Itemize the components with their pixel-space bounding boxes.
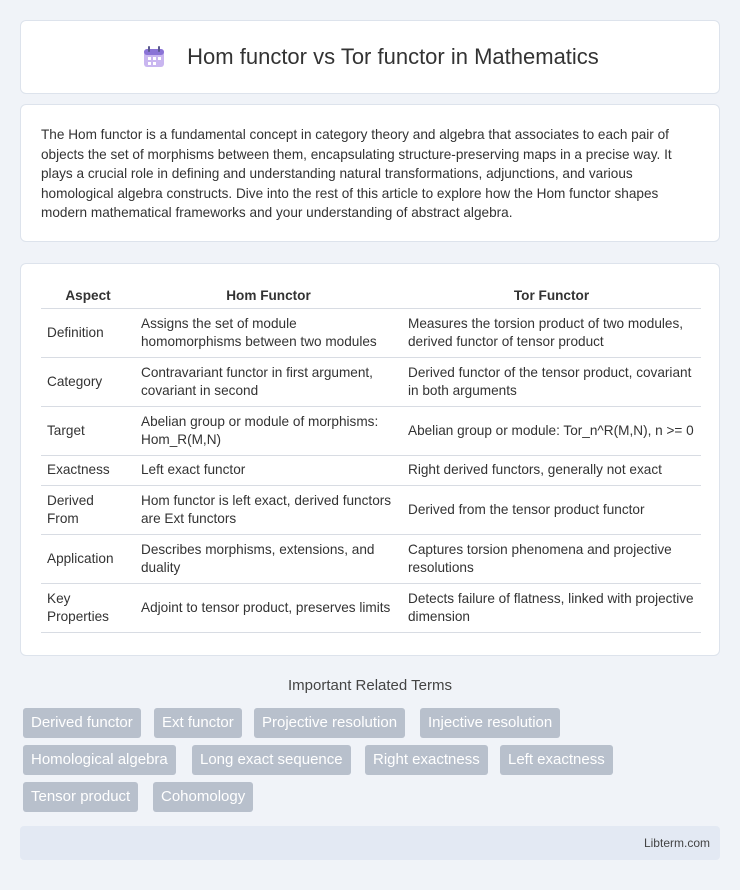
row-hom: Adjoint to tensor product, preserves limits [135, 583, 402, 632]
tag-ext-functor[interactable]: Ext functor [154, 708, 242, 738]
row-aspect: Derived From [41, 485, 135, 534]
tag-long-exact-sequence[interactable]: Long exact sequence [192, 745, 351, 775]
row-hom: Describes morphisms, extensions, and duality [135, 534, 402, 583]
tag-injective-resolution[interactable]: Injective resolution [420, 708, 560, 738]
header-hom: Hom Functor [135, 284, 402, 308]
header-aspect: Aspect [41, 284, 135, 308]
table-row [41, 455, 701, 485]
row-hom: Assigns the set of module homomorphisms between two modules [135, 308, 402, 357]
related-terms-title: Important Related Terms [288, 677, 452, 694]
header-tor: Tor Functor [402, 284, 701, 308]
row-tor: Abelian group or module: Tor_n^R(M,N), n >= 0 [402, 406, 701, 455]
row-tor: Derived functor of the tensor product, covariant in both arguments [402, 357, 701, 406]
tag-derived-functor[interactable]: Derived functor [23, 708, 141, 738]
footer [20, 826, 720, 860]
calendar-icon [141, 44, 167, 70]
intro-card [20, 104, 720, 242]
row-hom: Abelian group or module of morphisms: Hom_R(M,N) [135, 406, 402, 455]
tag-left-exactness[interactable]: Left exactness [500, 745, 613, 775]
row-hom: Contravariant functor in first argument, covariant in second [135, 357, 402, 406]
row-aspect: Category [41, 357, 135, 406]
table-row [41, 583, 701, 632]
table-row [41, 308, 701, 357]
tag-cohomology[interactable]: Cohomology [153, 782, 253, 812]
row-tor: Right derived functors, generally not exact [402, 455, 701, 485]
table-row [41, 357, 701, 406]
tag-projective-resolution[interactable]: Projective resolution [254, 708, 405, 738]
row-aspect: Key Properties [41, 583, 135, 632]
title-card [20, 20, 720, 94]
row-aspect: Exactness [41, 455, 135, 485]
row-aspect: Definition [41, 308, 135, 357]
page-title: Hom functor vs Tor functor in Mathematics [187, 44, 599, 69]
row-tor: Derived from the tensor product functor [402, 485, 701, 534]
row-tor: Detects failure of flatness, linked with projective dimension [402, 583, 701, 632]
intro-text: The Hom functor is a fundamental concept in category theory and algebra that associates to each pair of objects the set of morphisms between them, encapsulating structure-preserving maps in a precise way. It plays a crucial role in defining and understanding natural transformations, adjunctions, and various homological algebra constructs. Dive into the rest of this article to explore how the Hom functor shapes modern mathematical frameworks and your understanding of abstract algebra. [41, 127, 672, 220]
table-row [41, 406, 701, 455]
row-hom: Hom functor is left exact, derived functors are Ext functors [135, 485, 402, 534]
row-aspect: Application [41, 534, 135, 583]
footer-site-link[interactable]: Libterm.com [643, 836, 710, 850]
row-tor: Measures the torsion product of two modules, derived functor of tensor product [402, 308, 701, 357]
tag-right-exactness[interactable]: Right exactness [365, 745, 488, 775]
table-row [41, 485, 701, 534]
tag-homological-algebra[interactable]: Homological algebra [23, 745, 176, 775]
row-tor: Captures torsion phenomena and projective resolutions [402, 534, 701, 583]
table-header-row [41, 284, 701, 308]
row-hom: Left exact functor [135, 455, 402, 485]
comparison-table [41, 284, 701, 633]
comparison-table-card [20, 263, 720, 656]
table-row [41, 534, 701, 583]
tag-tensor-product[interactable]: Tensor product [23, 782, 138, 812]
row-aspect: Target [41, 406, 135, 455]
